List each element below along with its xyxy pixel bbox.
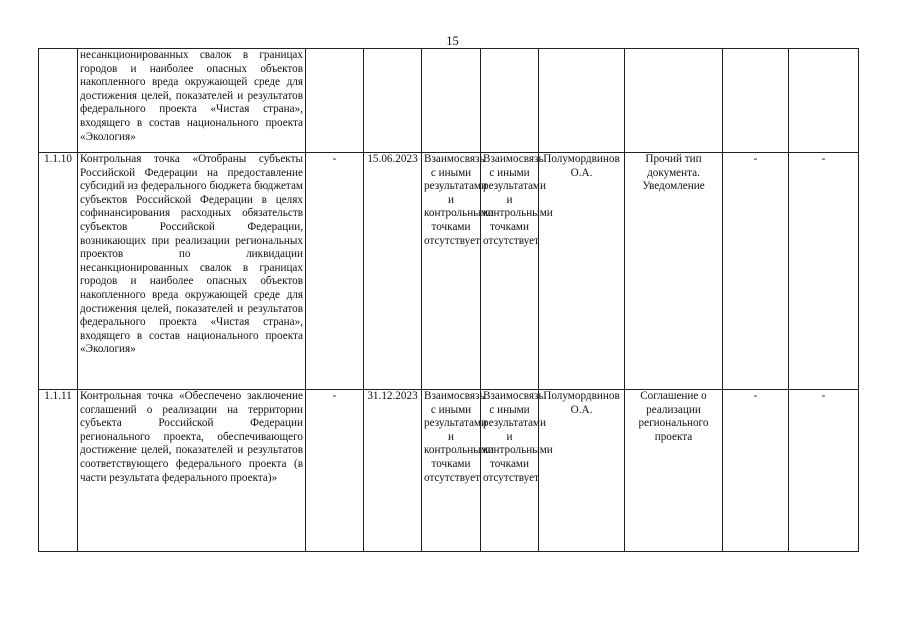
row-number-cell: 1.1.11 — [39, 390, 78, 552]
description-cell: Контрольная точка «Отобраны субъекты Российской Федерации на предоставление субсидий из федерального бюджета бюджетам субъектов Российской Федерации в целях софинансирования расходных обязательств субъектов Российской Федерации, возникающих при реализации региональных проектов по ликвидации несанкционированных свалок в границах городов и наиболее опасных объектов накопленного вреда окружающей среде для достижения целей, показателей и результатов федерального проекта «Чистая страна», входящего в состав национального проекта «Экология» — [78, 153, 306, 390]
relation-cell: Взаимосвязь с иными результатами и контрольными точками отсутствует — [481, 390, 539, 552]
table-row — [39, 390, 859, 552]
responsible-cell: Полумордвинов О.А. — [539, 153, 625, 390]
value-cell: - — [789, 153, 859, 390]
description-cell: Контрольная точка «Обеспечено заключение соглашений о реализации на территории субъекта Российской Федерации регионального проекта, обеспечивающего достижение целей, показателей и результатов соответствующего федерального проекта (в части результата федерального проекта)» — [78, 390, 306, 552]
relation-cell — [481, 49, 539, 153]
relation-cell: Взаимосвязь с иными результатами и контрольными точками отсутствует — [422, 153, 481, 390]
value-cell — [789, 49, 859, 153]
relation-cell: Взаимосвязь с иными результатами и контрольными точками отсутствует — [422, 390, 481, 552]
value-cell: - — [306, 153, 364, 390]
value-cell — [723, 49, 789, 153]
page-number: 15 — [446, 34, 459, 48]
value-cell: - — [723, 390, 789, 552]
relation-cell: Взаимосвязь с иными результатами и контрольными точками отсутствует — [481, 153, 539, 390]
table-row — [39, 153, 859, 390]
row-number-cell: 1.1.10 — [39, 153, 78, 390]
value-cell: - — [306, 390, 364, 552]
control-points-table — [38, 48, 859, 552]
responsible-cell: Полумордвинов О.А. — [539, 390, 625, 552]
document-cell: Соглашение о реализации регионального проекта — [625, 390, 723, 552]
description-cell: несанкционированных свалок в границах городов и наиболее опасных объектов накопленного вреда окружающей среде для достижения целей, показателей и результатов федерального проекта «Чистая страна», входящего в состав национального проекта «Экология» — [78, 49, 306, 153]
date-cell: 15.06.2023 — [364, 153, 422, 390]
document-cell — [625, 49, 723, 153]
table-row — [39, 49, 859, 153]
relation-cell — [422, 49, 481, 153]
value-cell: - — [723, 153, 789, 390]
document-cell: Прочий тип документа. Уведомление — [625, 153, 723, 390]
value-cell — [306, 49, 364, 153]
date-cell: 31.12.2023 — [364, 390, 422, 552]
responsible-cell — [539, 49, 625, 153]
date-cell — [364, 49, 422, 153]
value-cell: - — [789, 390, 859, 552]
row-number-cell — [39, 49, 78, 153]
